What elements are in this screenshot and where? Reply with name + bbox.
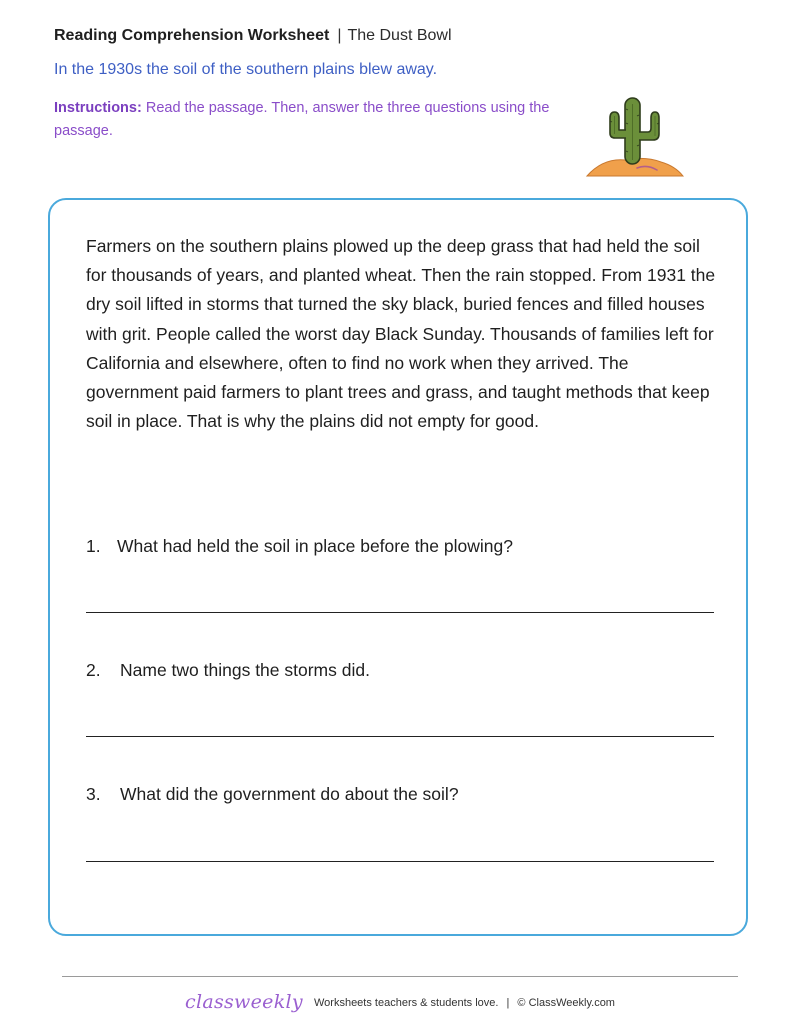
footer-separator: | [506, 997, 510, 1009]
worksheet-title: Reading Comprehension Worksheet [54, 27, 330, 44]
answer-line-3[interactable] [86, 861, 714, 862]
answer-line-2[interactable] [86, 736, 714, 737]
question-text: What did the government do about the soil? [120, 784, 459, 804]
reading-passage: Farmers on the southern plains plowed up the deep grass that had held the soil for thousands of years, and planted wheat. Then the rain stopped. From 1931 the dry soil lifted in storms that turned the sky black, buried fences and filled houses with grit. People called the worst day Black Sunday. Thousands of families left for California and elsewhere, often to find no work when they arrived. The government paid farmers to plant trees and grass, and taught methods that keep soil in place. That is why the plains did not empty for good. [86, 236, 716, 432]
instructions [54, 97, 574, 143]
question-text: Name two things the storms did. [120, 660, 370, 680]
header-separator: | [337, 27, 342, 44]
classweekly-logo: classweekly [185, 991, 303, 1013]
worksheet-header [54, 26, 452, 46]
question-3 [86, 783, 459, 805]
footer-tagline: Worksheets teachers & students love. [313, 997, 499, 1009]
question-1 [86, 535, 513, 557]
instructions-label: Instructions: [54, 100, 142, 116]
worksheet-topic: The Dust Bowl [347, 27, 452, 44]
footer-divider [62, 976, 738, 977]
instructions-text: Read the passage. Then, answer the three questions using the passage. [54, 100, 550, 139]
cactus-icon [585, 94, 685, 178]
question-number: 2. [86, 660, 101, 680]
footer [0, 990, 800, 1015]
question-number: 1. [86, 536, 101, 556]
footer-copyright: © ClassWeekly.com [517, 997, 615, 1009]
question-2 [86, 659, 370, 681]
worksheet-subtitle: In the 1930s the soil of the southern plains blew away. [54, 61, 438, 78]
answer-line-1[interactable] [86, 612, 714, 613]
question-number: 3. [86, 784, 101, 804]
question-text: What had held the soil in place before the plowing? [117, 536, 513, 556]
